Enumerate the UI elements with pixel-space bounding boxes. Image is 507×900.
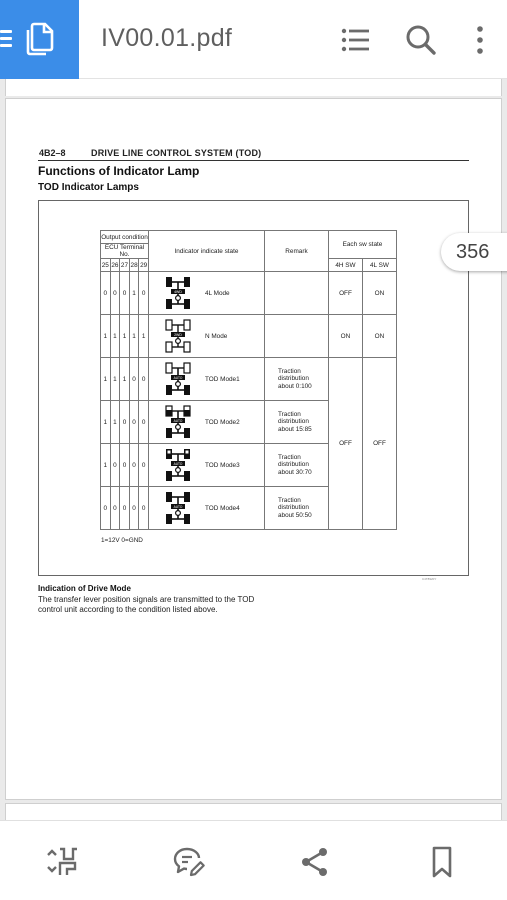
sw-4l-cell: ON xyxy=(362,272,396,315)
search-icon[interactable] xyxy=(403,22,439,58)
four-wheel-drive-icon xyxy=(165,276,191,310)
voltage-legend: 1=12V 0=GND xyxy=(101,537,143,544)
bit-cell: 0 xyxy=(120,401,130,444)
sw-4h-header: 4H SW xyxy=(328,259,362,272)
sw-4h-cell: OFF xyxy=(328,272,362,315)
remark-cell: Traction distribution about 0:100 xyxy=(264,358,328,401)
comment-edit-icon[interactable] xyxy=(172,845,206,879)
icon-label: AUTO xyxy=(173,505,183,509)
bit-cell: 0 xyxy=(139,444,149,487)
icon-label: AUTO xyxy=(173,462,183,466)
terminal-header: 26 xyxy=(110,259,120,272)
bit-cell: 1 xyxy=(129,272,139,315)
pdf-page[interactable] xyxy=(5,98,502,800)
page-number: 356 xyxy=(456,241,490,263)
previous-page-edge xyxy=(5,79,502,96)
bit-cell: 0 xyxy=(120,272,130,315)
remark-cell: Traction distribution about 15:85 xyxy=(264,401,328,444)
bit-cell: 1 xyxy=(101,401,111,444)
terminal-header: 25 xyxy=(101,259,111,272)
bookmark-icon[interactable] xyxy=(425,845,459,879)
terminal-header: 27 xyxy=(120,259,130,272)
terminal-header: 29 xyxy=(139,259,149,272)
more-vertical-icon[interactable] xyxy=(462,22,498,58)
icon-label: AUTO xyxy=(173,376,183,380)
indicator-cell xyxy=(148,444,264,487)
bit-cell: 0 xyxy=(101,272,111,315)
mode-label: TOD Mode3 xyxy=(204,461,240,469)
tod-mode1-icon xyxy=(165,362,191,396)
sw-4l-header: 4L SW xyxy=(362,259,396,272)
sw-4h-cell: ON xyxy=(328,315,362,358)
bit-cell: 0 xyxy=(110,487,120,530)
share-icon[interactable] xyxy=(298,845,332,879)
drive-mode-heading: Indication of Drive Mode xyxy=(38,584,131,593)
next-page-edge xyxy=(5,803,502,820)
section-title: DRIVE LINE CONTROL SYSTEM (TOD) xyxy=(91,148,262,158)
output-condition-header: Output condition xyxy=(101,231,149,244)
menu-button[interactable] xyxy=(0,0,79,79)
indicator-cell xyxy=(148,401,264,444)
table-row xyxy=(101,272,397,315)
mode-label: TOD Mode2 xyxy=(204,418,240,426)
mode-label: 4L Mode xyxy=(204,289,230,297)
remark-cell xyxy=(264,272,328,315)
bit-cell: 0 xyxy=(110,272,120,315)
bit-cell: 0 xyxy=(139,272,149,315)
sw-state-header: Each sw state xyxy=(328,231,396,259)
icon-label: 2WD xyxy=(174,333,182,337)
bit-cell: 1 xyxy=(120,315,130,358)
bit-cell: 0 xyxy=(110,444,120,487)
figure-code: C4T8920Y xyxy=(422,577,437,581)
remark-cell: Traction distribution about 30:70 xyxy=(264,444,328,487)
sw-4l-cell: ON xyxy=(362,315,396,358)
ecu-terminal-header: ECU Terminal No. xyxy=(101,244,149,259)
drive-mode-text: The transfer lever position signals are transmitted to the TOD control unit according to the condition listed above. xyxy=(38,595,255,614)
remark-header: Remark xyxy=(264,231,328,272)
bit-cell: 1 xyxy=(101,444,111,487)
bit-cell: 0 xyxy=(120,444,130,487)
tod-sw-4h-cell: OFF xyxy=(328,358,362,530)
icon-label: 4WD xyxy=(174,290,182,294)
bit-cell: 1 xyxy=(110,315,120,358)
two-wheel-drive-icon xyxy=(165,319,191,353)
header-rule xyxy=(38,160,469,161)
bit-cell: 1 xyxy=(110,358,120,401)
section-code: 4B2–8 xyxy=(39,148,66,158)
mode-label: TOD Mode1 xyxy=(204,375,240,383)
bit-cell: 0 xyxy=(139,487,149,530)
bit-cell: 0 xyxy=(139,401,149,444)
tod-mode3-icon xyxy=(165,448,191,482)
bit-cell: 0 xyxy=(120,487,130,530)
indicator-lamp-table xyxy=(100,230,397,530)
page-heading: Functions of Indicator Lamp xyxy=(38,164,200,178)
bit-cell: 0 xyxy=(101,487,111,530)
mode-label: TOD Mode4 xyxy=(204,504,240,512)
mode-label: N Mode xyxy=(204,332,228,340)
indicator-header: Indicator indicate state xyxy=(148,231,264,272)
bottom-toolbar xyxy=(0,820,507,900)
indicator-lamp-figure xyxy=(38,200,469,576)
indicator-cell xyxy=(148,315,264,358)
page-reflow-icon[interactable] xyxy=(45,845,79,879)
list-icon[interactable] xyxy=(338,22,374,58)
top-app-bar xyxy=(0,0,507,79)
page-number-indicator[interactable] xyxy=(441,233,507,271)
indicator-cell xyxy=(148,487,264,530)
bit-cell: 1 xyxy=(101,315,111,358)
remark-cell: Traction distribution about 50:50 xyxy=(264,487,328,530)
bit-cell: 1 xyxy=(110,401,120,444)
icon-label: AUTO xyxy=(173,419,183,423)
bit-cell: 0 xyxy=(129,444,139,487)
tod-mode4-icon xyxy=(165,491,191,525)
table-row xyxy=(101,358,397,401)
menu-icon xyxy=(0,30,12,46)
document-icon xyxy=(26,22,54,56)
bit-cell: 1 xyxy=(139,315,149,358)
page-subheading: TOD Indicator Lamps xyxy=(38,182,139,193)
tod-mode2-icon xyxy=(165,405,191,439)
remark-cell xyxy=(264,315,328,358)
bit-cell: 1 xyxy=(120,358,130,401)
bit-cell: 0 xyxy=(129,401,139,444)
table-row xyxy=(101,315,397,358)
bit-cell: 0 xyxy=(129,358,139,401)
indicator-cell xyxy=(148,358,264,401)
terminal-header: 28 xyxy=(129,259,139,272)
bit-cell: 0 xyxy=(139,358,149,401)
tod-sw-4l-cell: OFF xyxy=(362,358,396,530)
bit-cell: 1 xyxy=(101,358,111,401)
document-title: IV00.01.pdf xyxy=(101,24,233,52)
bit-cell: 1 xyxy=(129,315,139,358)
indicator-cell xyxy=(148,272,264,315)
bit-cell: 0 xyxy=(129,487,139,530)
